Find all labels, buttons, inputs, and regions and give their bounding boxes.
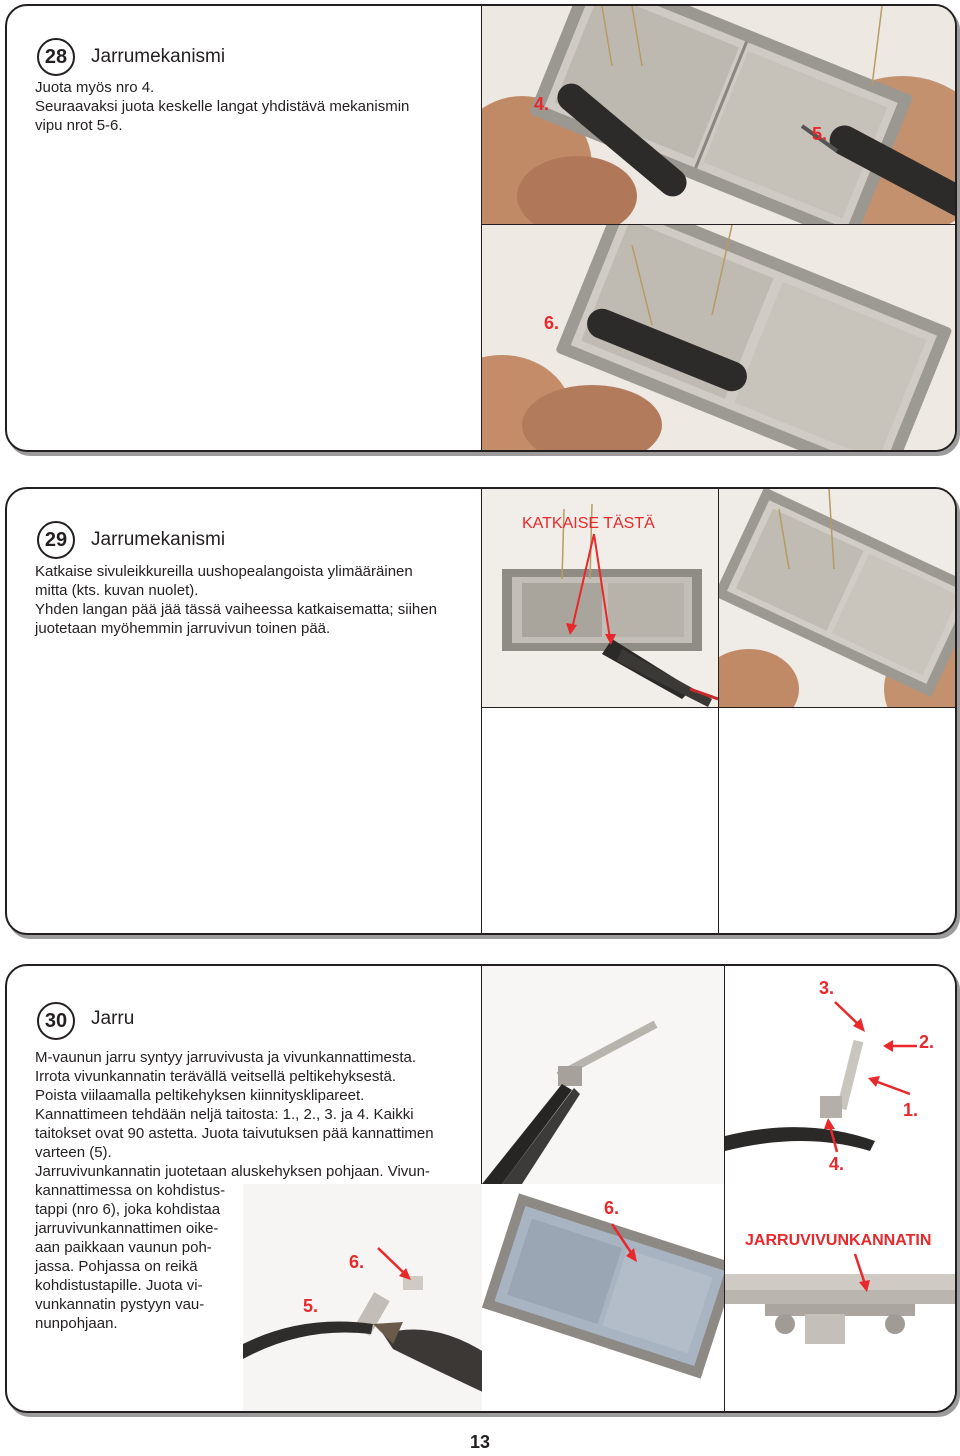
bend-label-3: 3. bbox=[819, 978, 835, 998]
text-line: Kannattimeen tehdään neljä taitosta: 1., 2., 3. ja 4. Kaikki bbox=[35, 1106, 414, 1123]
step-number-30: 30 bbox=[37, 1002, 75, 1040]
photo-label-4: 4. bbox=[534, 94, 550, 114]
text-line: juotetaan myöhemmin jarruvivun toinen pää. bbox=[35, 620, 331, 637]
soldering-photo-image bbox=[482, 6, 955, 224]
step-28-text bbox=[35, 78, 475, 135]
text-line: vipu nrot 5-6. bbox=[35, 117, 123, 134]
solder-label-6: 6. bbox=[349, 1252, 365, 1272]
text-line: Yhden langan pää jää tässä vaiheessa katkaisematta; siihen bbox=[35, 601, 437, 618]
step-30-card bbox=[5, 964, 957, 1413]
cut-here-caption: KATKAISE TÄSTÄ bbox=[522, 515, 655, 532]
text-line: nunpohjaan. bbox=[35, 1315, 118, 1332]
text-line: tappi (nro 6), joka kohdistaa bbox=[35, 1201, 221, 1218]
wagon-side-image bbox=[725, 1184, 955, 1411]
bend-label-4: 4. bbox=[829, 1154, 845, 1174]
step-30-photo-tweezers bbox=[482, 966, 724, 1184]
text-line: M-vaunun jarru syntyy jarruvivusta ja vivunkannattimesta. bbox=[35, 1049, 416, 1066]
photo-divider bbox=[718, 489, 719, 933]
step-number-28: 28 bbox=[37, 38, 75, 76]
text-line: taitokset ovat 90 astetta. Juota taivutuksen pää kannattimen bbox=[35, 1125, 434, 1142]
wagon-underside-image bbox=[482, 1184, 724, 1411]
step-29-photo-right bbox=[719, 489, 955, 707]
photo-label-5: 5. bbox=[812, 124, 828, 144]
step-30-photo-wagon-side bbox=[725, 1184, 955, 1411]
step-28-photo-bottom bbox=[482, 225, 955, 450]
wagon-frame-photo-image bbox=[719, 489, 955, 707]
wagon-label-6: 6. bbox=[604, 1198, 620, 1218]
text-line: Juota myös nro 4. bbox=[35, 79, 155, 96]
photo-divider bbox=[481, 6, 482, 450]
step-28-title: Jarrumekanismi bbox=[91, 46, 226, 67]
step-29-photo-left bbox=[482, 489, 718, 707]
soldering-photo-image bbox=[482, 225, 955, 450]
text-line: mitta (kts. kuvan nuolet). bbox=[35, 582, 199, 599]
photo-divider bbox=[482, 707, 955, 708]
photo-divider bbox=[481, 489, 482, 933]
photo-divider bbox=[481, 966, 482, 1184]
text-line: kannattimessa on kohdistus- bbox=[35, 1182, 226, 1199]
step-28-card bbox=[5, 4, 957, 452]
photo-divider bbox=[482, 224, 955, 225]
text-line: Irrota vivunkannatin terävällä veitsellä peltikehyksestä. bbox=[35, 1068, 397, 1085]
text-line: Seuraavaksi juota keskelle langat yhdistävä mekanismin bbox=[35, 98, 410, 115]
bracket-tweezers-image bbox=[482, 966, 724, 1184]
step-28-photo-top bbox=[482, 6, 955, 224]
page-number: 13 bbox=[469, 1432, 491, 1452]
step-30-photo-bracket bbox=[725, 966, 955, 1184]
step-30-title: Jarru bbox=[91, 1008, 135, 1029]
bracket-name-caption: JARRUVIVUNKANNATIN bbox=[745, 1232, 932, 1249]
text-line: jarruvivunkannattimen oike- bbox=[35, 1220, 219, 1237]
text-line: kohdistustapille. Juota vi- bbox=[35, 1277, 203, 1294]
step-30-photo-solder bbox=[243, 1184, 487, 1411]
step-29-card bbox=[5, 487, 957, 935]
text-line: jassa. Pohjassa on reikä bbox=[35, 1258, 198, 1275]
text-line: Jarruvivunkannatin juotetaan aluskehyksen pohjaan. Vivun- bbox=[35, 1163, 430, 1180]
bend-label-2: 2. bbox=[919, 1032, 935, 1052]
step-29-title: Jarrumekanismi bbox=[91, 529, 226, 550]
photo-divider bbox=[724, 966, 725, 1411]
text-line: vunkannatin pystyyn vau- bbox=[35, 1296, 205, 1313]
step-number-29: 29 bbox=[37, 521, 75, 559]
bracket-bends-image bbox=[725, 966, 955, 1184]
soldering-iron-image bbox=[243, 1184, 487, 1411]
text-line: varteen (5). bbox=[35, 1144, 112, 1161]
text-line: Katkaise sivuleikkureilla uushopealangoista ylimääräinen bbox=[35, 563, 413, 580]
step-30-photo-wagon-bottom bbox=[482, 1184, 724, 1411]
step-29-text bbox=[35, 562, 485, 638]
photo-label-6: 6. bbox=[544, 313, 560, 333]
text-line: aan paikkaan vaunun poh- bbox=[35, 1239, 212, 1256]
solder-label-5: 5. bbox=[303, 1296, 319, 1316]
bend-label-1: 1. bbox=[903, 1100, 919, 1120]
text-line: Poista viilaamalla peltikehyksen kiinnitysklipareet. bbox=[35, 1087, 365, 1104]
